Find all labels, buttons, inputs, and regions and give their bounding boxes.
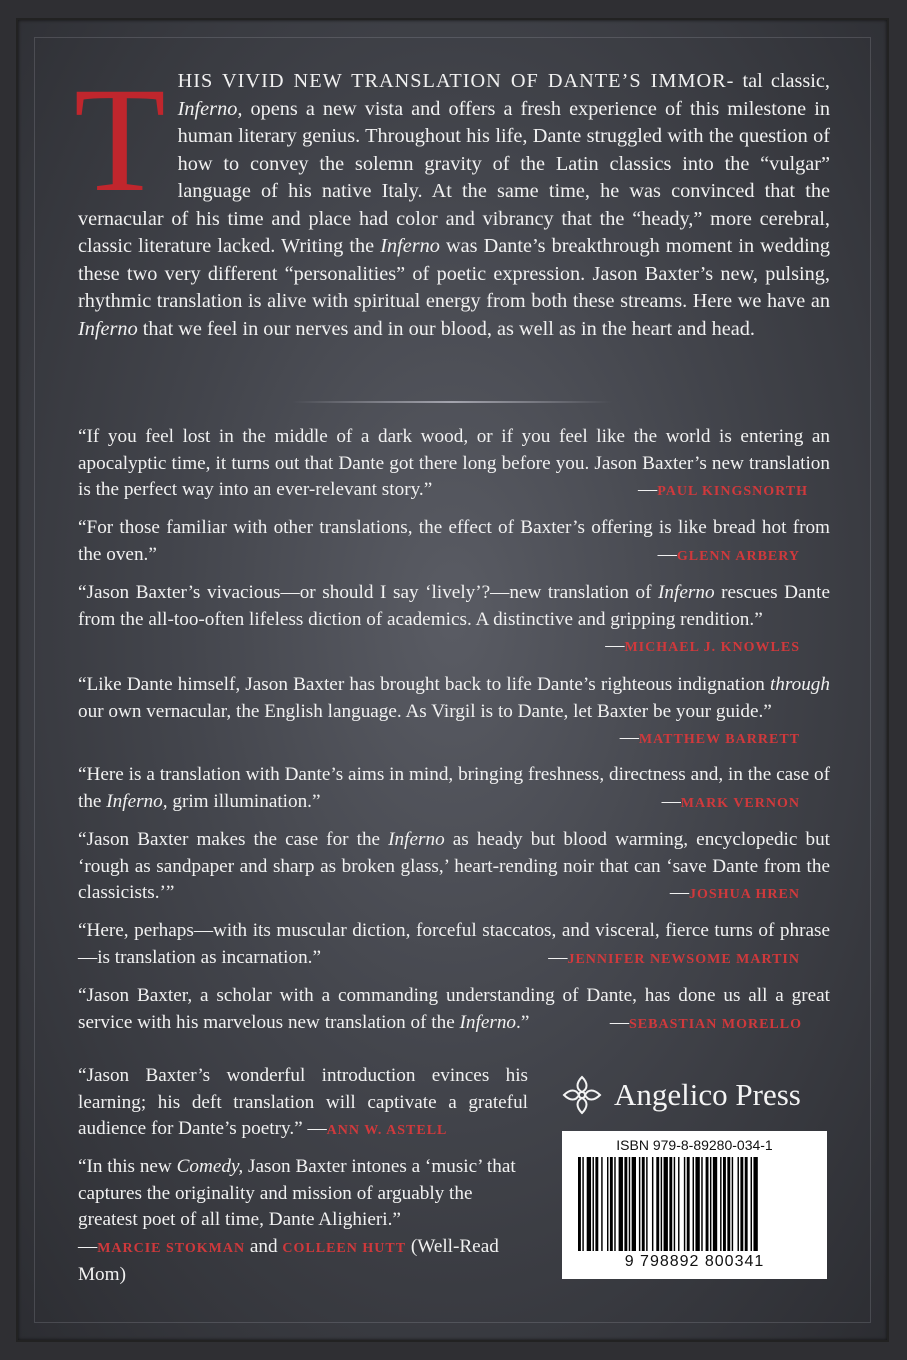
blurb-attribution: JOSHUA HREN (689, 887, 800, 902)
barcode-bar (646, 1157, 647, 1251)
blurb-text: (Well-Read Mom) (78, 1235, 499, 1285)
dash: — (661, 790, 681, 812)
blurb-text: “Here is a translation with Dante’s aims in mind, bringing freshness, directness and, in the case of the (78, 764, 830, 812)
intro-text: that we feel in our nerves and in our blood, as well as in the heart and head. (137, 317, 755, 340)
barcode-bar (661, 1157, 662, 1251)
dash: — (78, 1235, 98, 1257)
blurb-italic: Inferno (658, 582, 715, 603)
barcode-bar (751, 1157, 752, 1251)
blurb-text: rescues Dante from the all-too-often lifeless diction of academics. A distinctive and gripping rendition.” (78, 582, 830, 630)
blurb-morello (78, 983, 830, 1038)
blurb-text: “Jason Baxter, a scholar with a commanding understanding of Dante, has done us all a great service with his marvelous new translation of the (78, 985, 830, 1033)
blurb-text: “Jason Baxter’s wonderful introduction evinces his learning; his deft translation will captivate a grateful audience for Dante’s poetry.” (78, 1065, 528, 1139)
blurb-attribution: COLLEEN HUTT (282, 1240, 407, 1256)
intro-text: tal classic, (742, 70, 830, 92)
blurb-attribution: MATTHEW BARRETT (638, 732, 800, 747)
intro-italic: Inferno (380, 235, 440, 257)
blurb-barrett (78, 672, 830, 754)
barcode-bar (738, 1157, 739, 1251)
drop-cap: T (74, 57, 166, 223)
barcode-bar (614, 1157, 615, 1251)
intro-caps: HIS VIVID NEW TRANSLATION OF DANTE’S IMMOR- (177, 70, 735, 92)
blurb-text: Jason Baxter intones a ‘music’ that captures the originality and mission of arguably the greatest poet of all time, Dante Alighieri.” (78, 1156, 516, 1230)
blurb-italic: Inferno (388, 829, 445, 850)
barcode-bar (595, 1157, 598, 1251)
dash: — (669, 882, 690, 903)
dash: — (619, 727, 639, 748)
intro-italic: Inferno (78, 317, 138, 340)
barcode-bar (674, 1157, 675, 1251)
blurb-arbery (78, 515, 830, 570)
angelico-cross-icon (560, 1073, 604, 1117)
barcode-bar (629, 1157, 630, 1251)
barcode-bar (710, 1157, 711, 1251)
dash: — (302, 1118, 327, 1139)
barcode-bar (684, 1157, 685, 1251)
barcode-bar (619, 1157, 623, 1251)
blurb-knowles (78, 580, 830, 662)
barcode-bar (593, 1157, 594, 1251)
barcode-bar (624, 1157, 627, 1251)
publisher-logo (560, 1069, 832, 1121)
blurb-vernon (78, 762, 830, 817)
blurb-attribution: PAUL KINGSNORTH (657, 484, 808, 499)
blurb-italic: through (769, 674, 830, 695)
section-divider (292, 401, 612, 403)
barcode-bar (732, 1157, 733, 1251)
barcode-bar (607, 1157, 608, 1251)
blurb-italic: Comedy, (176, 1156, 244, 1177)
blurb-attribution: MARCIE STOKMAN (97, 1240, 246, 1256)
blurb-italic: Inferno (459, 1011, 517, 1033)
intro-text: opens a new vista and offers a fresh experience of this milestone in human literary genius. Throughout his life, Dante struggled with the question of how to convey the solemn gravity of the Latin classics into the “vulgar” language of his native Italy. At the same time, he was convinced that the vernacular of his time and place had color and vibrancy that the “heady,” more cerebral, classic literature lacked. Writing the (78, 97, 830, 257)
barcode-bar (745, 1157, 748, 1251)
blurb-text: “For those familiar with other translations, the effect of Baxter’s offering is like bread hot from the oven.” (78, 517, 830, 565)
blurb-text: and (245, 1235, 283, 1257)
blurb-attribution: SEBASTIAN MORELLO (629, 1016, 802, 1032)
dash: — (657, 543, 677, 565)
blurb-hren (78, 827, 830, 909)
blurb-kingsnorth (78, 424, 830, 506)
blurb-text: “In this new (78, 1156, 177, 1177)
barcode-bar (601, 1157, 602, 1251)
dash: — (609, 1011, 630, 1033)
barcode-bar (587, 1157, 591, 1251)
barcode-bar (652, 1157, 653, 1251)
barcode-bar (687, 1157, 690, 1251)
dash: — (638, 479, 658, 500)
barcode-bar (727, 1157, 730, 1251)
blurb-text: grim illumination.” (167, 790, 321, 812)
barcode-bar (642, 1157, 645, 1251)
blurb-attribution: MICHAEL J. KNOWLES (624, 640, 800, 655)
barcode-bar (701, 1157, 702, 1251)
blurb-text: “Here, perhaps—with its muscular diction, forceful staccatos, and visceral, fierce turns of phrase—is translation as incarnation.” (78, 920, 830, 968)
barcode-bar (632, 1157, 636, 1251)
blurb-text: “If you feel lost in the middle of a dark wood, or if you feel like the world is entering an apocalyptic time, it turns out that Dante got there long before you. Jason Baxter’s new translation is the perfect way into an ever-relevant story.” (78, 426, 830, 500)
barcode-bar (664, 1157, 668, 1251)
barcode-bar (723, 1157, 726, 1251)
isbn-digits: 9 798892 800341 (624, 1253, 765, 1270)
barcode-bar (669, 1157, 672, 1251)
blurb-text: “Jason Baxter’s vivacious—or should I say ‘lively’?—new translation of (78, 582, 659, 603)
barcode-bar (706, 1157, 709, 1251)
intro-paragraph (74, 57, 830, 343)
barcode-bar (753, 1157, 757, 1251)
blurb-martin (78, 918, 830, 973)
blurb-attribution: JENNIFER NEWSOME MARTIN (567, 951, 800, 967)
barcode-bar (678, 1157, 679, 1251)
barcode-bar (693, 1157, 694, 1251)
publisher-name: Angelico Press (614, 1077, 801, 1112)
blurb-text: .” (516, 1011, 530, 1033)
blurb-stokman-hutt (78, 1154, 528, 1289)
blurb-text: as heady but blood warming, encyclopedic but ‘rough as sandpaper and sharp as broken glass,’ heart-rending noir that can ‘save Dante from the classicists.’” (78, 829, 830, 903)
blurb-italic: Inferno, (106, 790, 168, 812)
barcode-bar (578, 1157, 581, 1251)
intro-italic: Inferno, (177, 97, 243, 120)
barcode-bar (695, 1157, 699, 1251)
barcode-bar (713, 1157, 717, 1251)
blurb-text: our own vernacular, the English language. As Virgil is to Dante, let Baxter be your guide.” (78, 700, 772, 722)
blurb-attribution: ANN W. ASTELL (326, 1123, 448, 1138)
barcode-bar (582, 1157, 583, 1251)
blurb-attribution: GLENN ARBERY (676, 548, 800, 564)
isbn-barcode (562, 1131, 827, 1279)
barcode-bars (578, 1157, 813, 1251)
barcode-bar (656, 1157, 659, 1251)
intro-text: was Dante’s breakthrough moment in wedding these two very different “personalities” of poetic expression. Jason Baxter’s new, pulsing, rhythmic translation is alive with spiritual energy from both these streams. Here we have an (78, 235, 830, 312)
isbn-label: ISBN 979-8-89280-034-1 (616, 1137, 773, 1153)
barcode-bar (610, 1157, 613, 1251)
blurb-text: “Jason Baxter makes the case for the (78, 829, 389, 850)
dash: — (605, 635, 625, 656)
barcode-bar (740, 1157, 743, 1251)
barcode-bar (639, 1157, 640, 1251)
dash: — (548, 946, 568, 968)
blurb-text: “Like Dante himself, Jason Baxter has brought back to life Dante’s righteous indignation (78, 674, 770, 695)
blurb-astell (78, 1063, 528, 1145)
barcode-bar (720, 1157, 721, 1251)
blurb-attribution: MARK VERNON (680, 795, 800, 811)
